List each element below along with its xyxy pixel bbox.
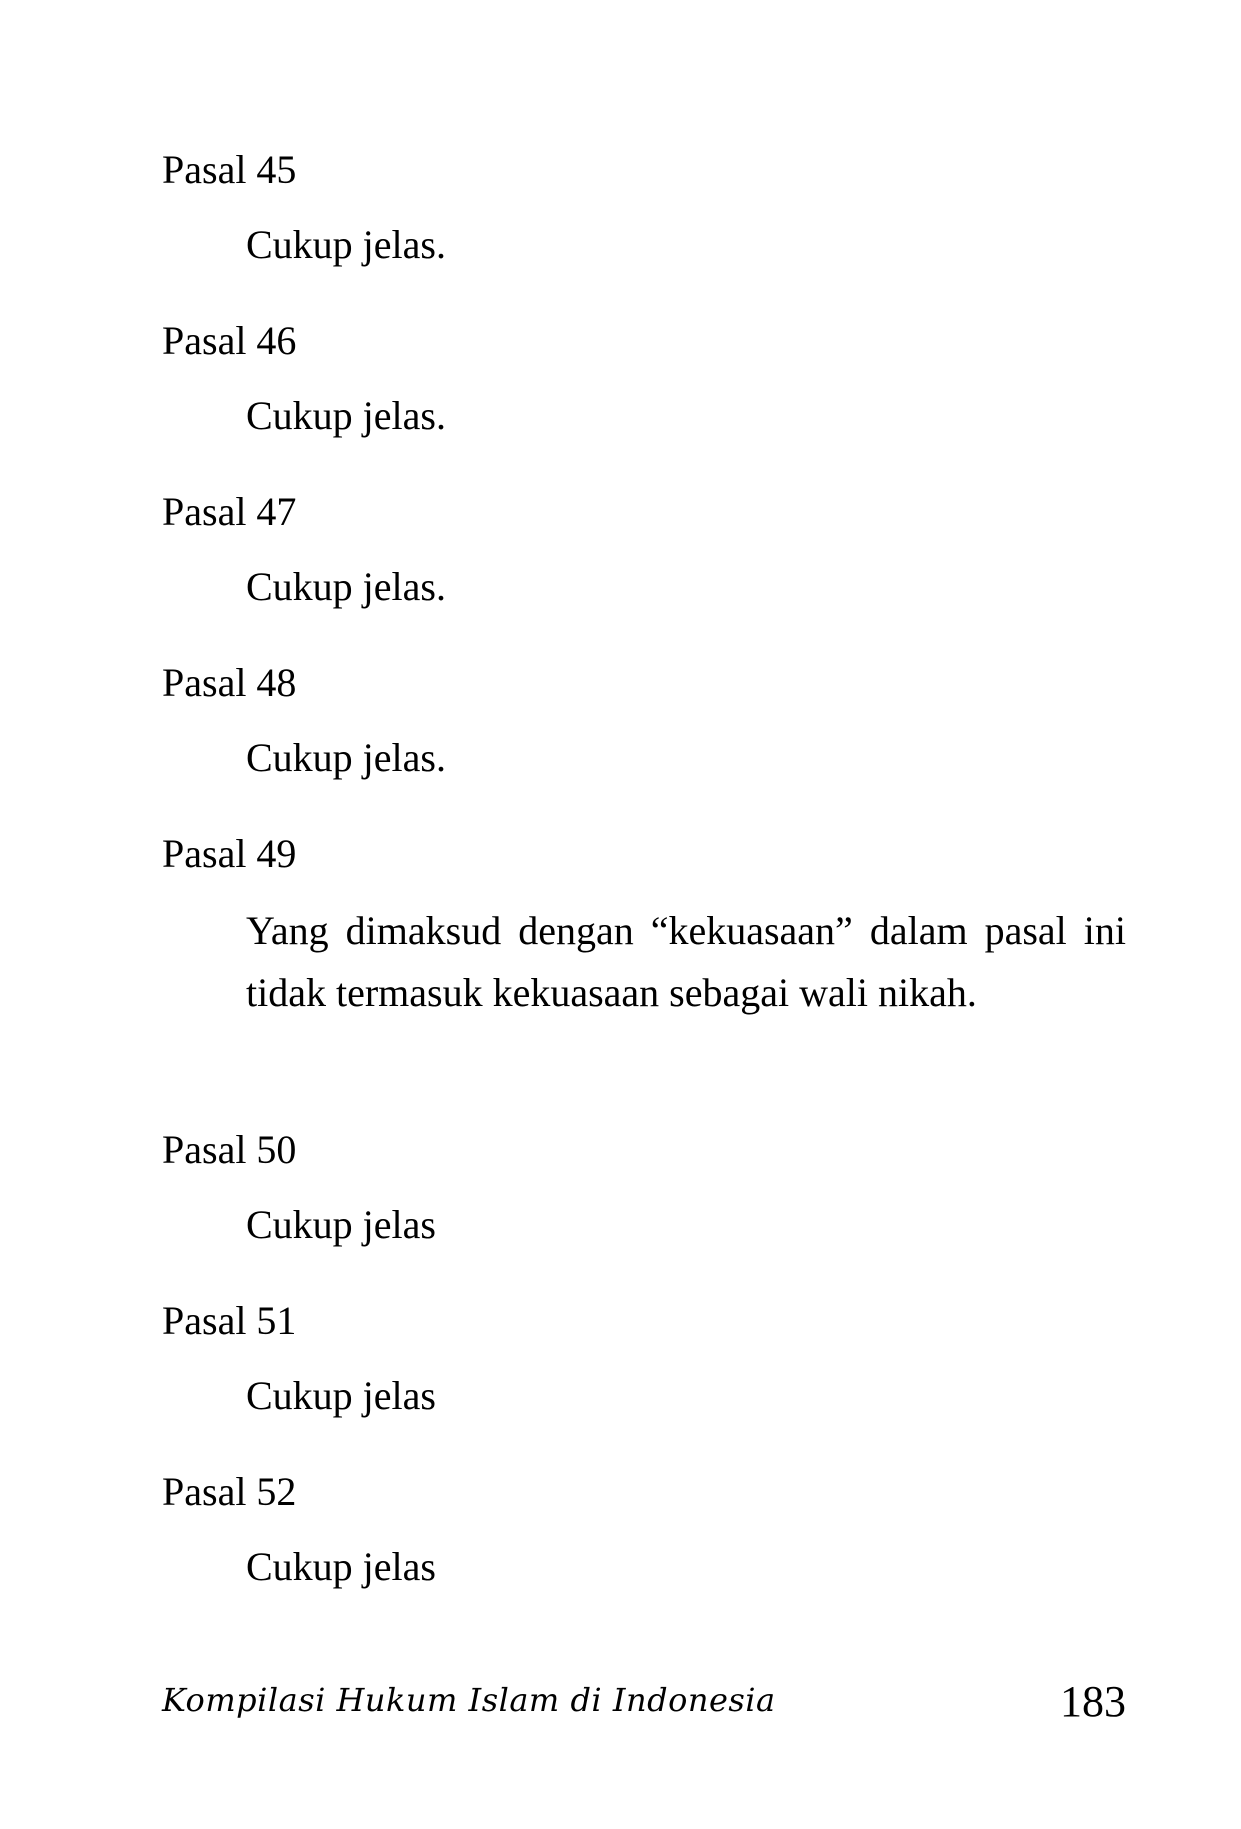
section-body: Cukup jelas.: [246, 222, 446, 267]
section-heading: Pasal 48: [162, 660, 297, 705]
footer-book-title: Kompilasi Hukum Islam di Indonesia: [162, 1681, 776, 1719]
section-heading: Pasal 46: [162, 318, 297, 363]
page-number: 183: [1060, 1677, 1126, 1726]
section-heading: Pasal 50: [162, 1127, 297, 1172]
section-heading: Pasal 52: [162, 1469, 297, 1514]
section-body: Cukup jelas: [246, 1544, 436, 1589]
section-heading: Pasal 45: [162, 147, 297, 192]
section-body: Yang dimaksud dengan “kekuasaan” dalam pasal ini tidak termasuk kekuasaan sebagai wali nikah.: [246, 908, 1126, 1015]
section-body: Cukup jelas.: [246, 564, 446, 609]
section-body: Cukup jelas.: [246, 393, 446, 438]
section-heading: Pasal 51: [162, 1298, 297, 1343]
section-body: Cukup jelas: [246, 1373, 436, 1418]
section-body: Cukup jelas.: [246, 735, 446, 780]
section-heading: Pasal 47: [162, 489, 297, 534]
section-body: Cukup jelas: [246, 1202, 436, 1247]
section-heading: Pasal 49: [162, 831, 297, 876]
